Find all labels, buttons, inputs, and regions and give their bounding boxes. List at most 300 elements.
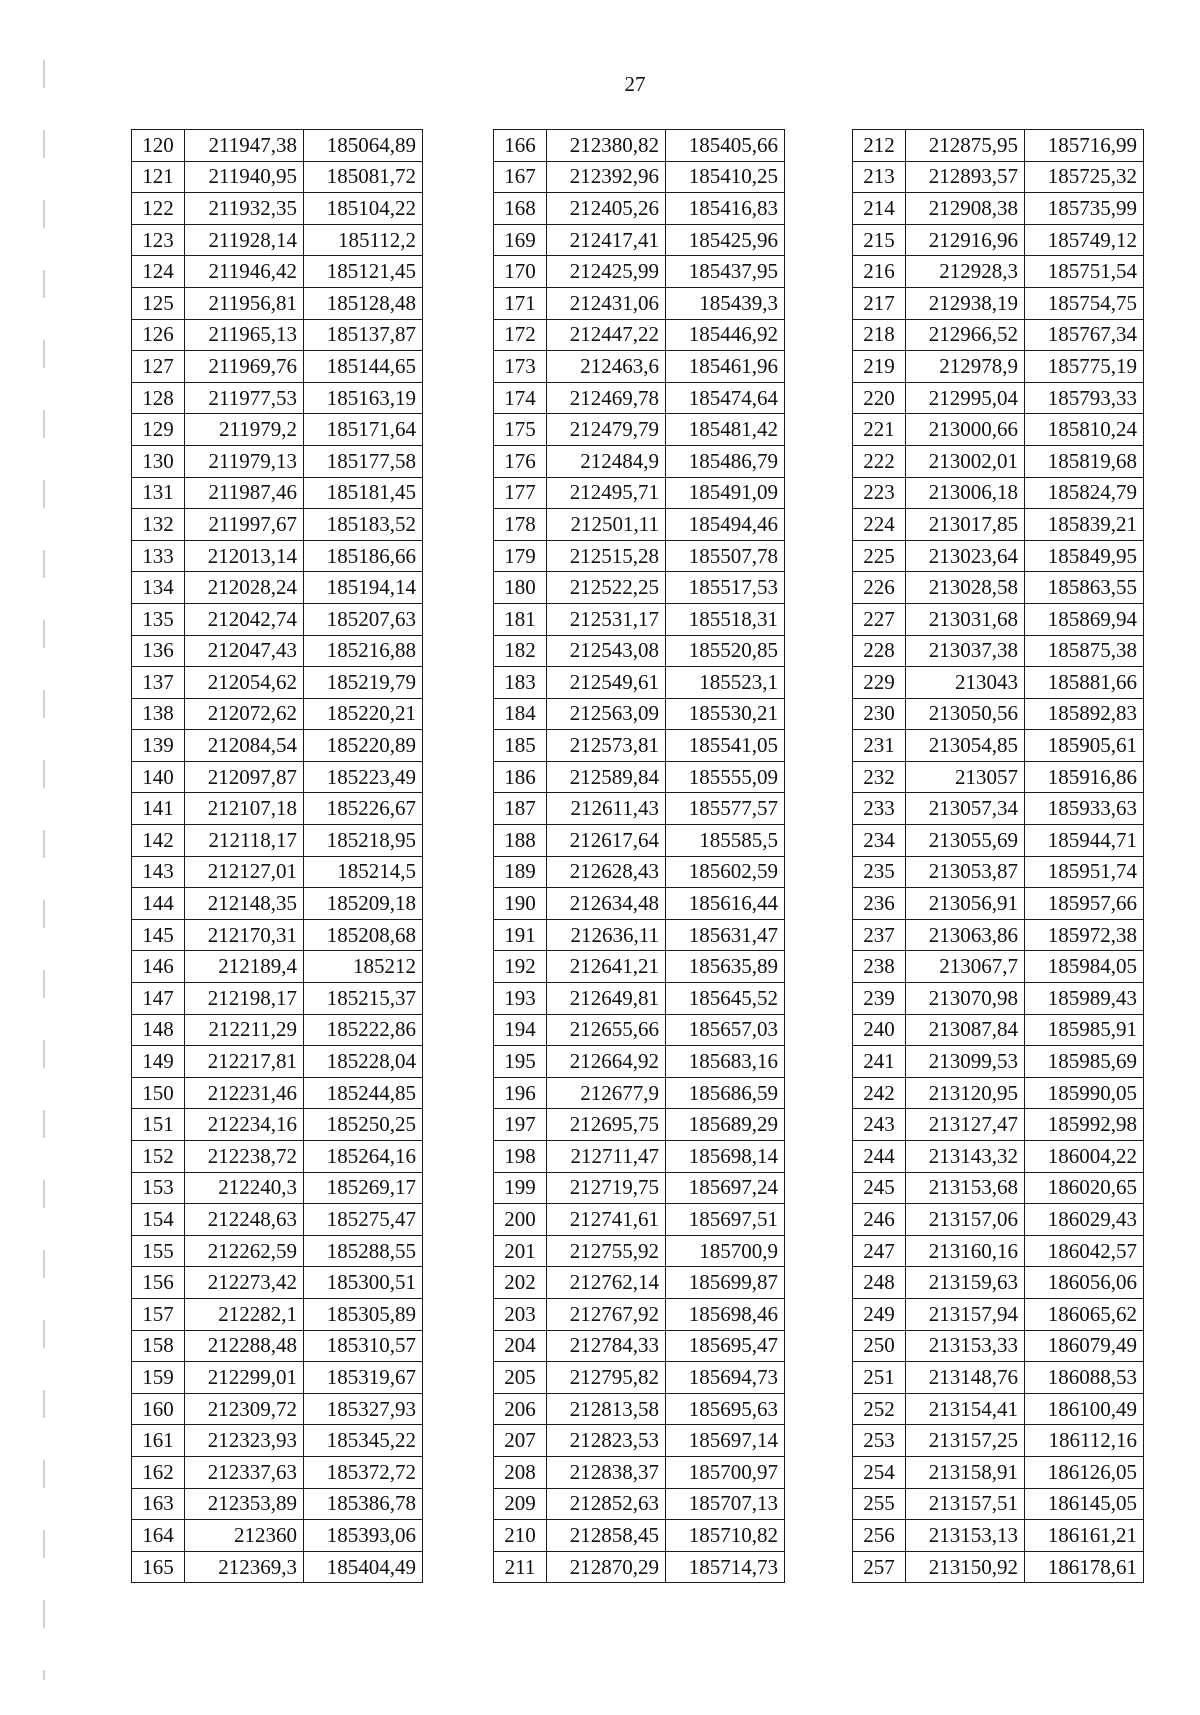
x-coordinate-cell: 212823,53 xyxy=(547,1425,666,1457)
point-number-cell: 176 xyxy=(494,445,547,477)
table-row xyxy=(853,825,1144,857)
point-number-cell: 220 xyxy=(853,382,906,414)
table-row xyxy=(853,1109,1144,1141)
point-number-cell: 228 xyxy=(853,635,906,667)
y-coordinate-cell: 185300,51 xyxy=(304,1267,423,1299)
x-coordinate-cell: 213160,16 xyxy=(906,1235,1025,1267)
point-number-cell: 209 xyxy=(494,1488,547,1520)
x-coordinate-cell: 212127,01 xyxy=(185,856,304,888)
point-number-cell: 151 xyxy=(132,1109,185,1141)
x-coordinate-cell: 212054,62 xyxy=(185,667,304,699)
point-number-cell: 210 xyxy=(494,1520,547,1552)
x-coordinate-cell: 212655,66 xyxy=(547,1014,666,1046)
x-coordinate-cell: 212531,17 xyxy=(547,603,666,635)
table-row xyxy=(853,224,1144,256)
y-coordinate-cell: 185916,86 xyxy=(1025,761,1144,793)
y-coordinate-cell: 185972,38 xyxy=(1025,919,1144,951)
point-number-cell: 242 xyxy=(853,1077,906,1109)
point-number-cell: 142 xyxy=(132,825,185,857)
table-row xyxy=(853,603,1144,635)
x-coordinate-cell: 213053,87 xyxy=(906,856,1025,888)
x-coordinate-cell: 212711,47 xyxy=(547,1141,666,1173)
y-coordinate-cell: 185112,2 xyxy=(304,224,423,256)
point-number-cell: 124 xyxy=(132,256,185,288)
table-row xyxy=(494,1046,785,1078)
table-row xyxy=(494,161,785,193)
point-number-cell: 164 xyxy=(132,1520,185,1552)
point-number-cell: 154 xyxy=(132,1204,185,1236)
y-coordinate-cell: 185345,22 xyxy=(304,1425,423,1457)
table-row xyxy=(132,983,423,1015)
y-coordinate-cell: 185228,04 xyxy=(304,1046,423,1078)
x-coordinate-cell: 212238,72 xyxy=(185,1141,304,1173)
table-row xyxy=(853,1393,1144,1425)
point-number-cell: 163 xyxy=(132,1488,185,1520)
y-coordinate-cell: 185194,14 xyxy=(304,572,423,604)
point-number-cell: 141 xyxy=(132,793,185,825)
x-coordinate-cell: 211946,42 xyxy=(185,256,304,288)
table-row xyxy=(132,445,423,477)
table-row xyxy=(853,667,1144,699)
table-row xyxy=(132,919,423,951)
y-coordinate-cell: 185244,85 xyxy=(304,1077,423,1109)
y-coordinate-cell: 185699,87 xyxy=(666,1267,785,1299)
x-coordinate-cell: 211969,76 xyxy=(185,351,304,383)
table-row xyxy=(132,951,423,983)
x-coordinate-cell: 212916,96 xyxy=(906,224,1025,256)
table-row xyxy=(132,667,423,699)
y-coordinate-cell: 185585,5 xyxy=(666,825,785,857)
table-row xyxy=(853,477,1144,509)
y-coordinate-cell: 185631,47 xyxy=(666,919,785,951)
point-number-cell: 144 xyxy=(132,888,185,920)
table-row xyxy=(132,793,423,825)
table-row xyxy=(853,635,1144,667)
table-row xyxy=(132,1551,423,1583)
point-number-cell: 139 xyxy=(132,730,185,762)
y-coordinate-cell: 185716,99 xyxy=(1025,130,1144,162)
point-number-cell: 243 xyxy=(853,1109,906,1141)
y-coordinate-cell: 185951,74 xyxy=(1025,856,1144,888)
y-coordinate-cell: 185863,55 xyxy=(1025,572,1144,604)
point-number-cell: 181 xyxy=(494,603,547,635)
y-coordinate-cell: 185208,68 xyxy=(304,919,423,951)
x-coordinate-cell: 212189,4 xyxy=(185,951,304,983)
table-row xyxy=(853,319,1144,351)
y-coordinate-cell: 185751,54 xyxy=(1025,256,1144,288)
x-coordinate-cell: 211928,14 xyxy=(185,224,304,256)
table-row xyxy=(853,888,1144,920)
x-coordinate-cell: 212636,11 xyxy=(547,919,666,951)
x-coordinate-cell: 212677,9 xyxy=(547,1077,666,1109)
table-row xyxy=(494,1204,785,1236)
table-row xyxy=(132,287,423,319)
x-coordinate-cell: 211977,53 xyxy=(185,382,304,414)
table-row xyxy=(853,1456,1144,1488)
x-coordinate-cell: 212013,14 xyxy=(185,540,304,572)
point-number-cell: 251 xyxy=(853,1362,906,1394)
y-coordinate-cell: 185700,9 xyxy=(666,1235,785,1267)
x-coordinate-cell: 212966,52 xyxy=(906,319,1025,351)
table-row xyxy=(853,1235,1144,1267)
y-coordinate-cell: 185577,57 xyxy=(666,793,785,825)
y-coordinate-cell: 185104,22 xyxy=(304,193,423,225)
x-coordinate-cell: 212380,82 xyxy=(547,130,666,162)
table-row xyxy=(132,1520,423,1552)
point-number-cell: 224 xyxy=(853,509,906,541)
x-coordinate-cell: 213153,68 xyxy=(906,1172,1025,1204)
point-number-cell: 193 xyxy=(494,983,547,1015)
y-coordinate-cell: 185212 xyxy=(304,951,423,983)
x-coordinate-cell: 213159,63 xyxy=(906,1267,1025,1299)
point-number-cell: 212 xyxy=(853,130,906,162)
x-coordinate-cell: 212563,09 xyxy=(547,698,666,730)
point-number-cell: 214 xyxy=(853,193,906,225)
point-number-cell: 177 xyxy=(494,477,547,509)
point-number-cell: 150 xyxy=(132,1077,185,1109)
table-row xyxy=(132,130,423,162)
x-coordinate-cell: 212634,48 xyxy=(547,888,666,920)
y-coordinate-cell: 185404,49 xyxy=(304,1551,423,1583)
table-row xyxy=(494,1551,785,1583)
x-coordinate-cell: 213157,25 xyxy=(906,1425,1025,1457)
y-coordinate-cell: 185695,47 xyxy=(666,1330,785,1362)
x-coordinate-cell: 212543,08 xyxy=(547,635,666,667)
point-number-cell: 191 xyxy=(494,919,547,951)
table-row xyxy=(494,1172,785,1204)
table-row xyxy=(853,761,1144,793)
y-coordinate-cell: 185405,66 xyxy=(666,130,785,162)
point-number-cell: 166 xyxy=(494,130,547,162)
x-coordinate-cell: 212649,81 xyxy=(547,983,666,1015)
x-coordinate-cell: 211987,46 xyxy=(185,477,304,509)
table-row xyxy=(132,319,423,351)
point-number-cell: 170 xyxy=(494,256,547,288)
point-number-cell: 198 xyxy=(494,1141,547,1173)
x-coordinate-cell: 212870,29 xyxy=(547,1551,666,1583)
point-number-cell: 135 xyxy=(132,603,185,635)
table-row xyxy=(132,1488,423,1520)
point-number-cell: 153 xyxy=(132,1172,185,1204)
x-coordinate-cell: 212072,62 xyxy=(185,698,304,730)
point-number-cell: 145 xyxy=(132,919,185,951)
x-coordinate-cell: 212240,3 xyxy=(185,1172,304,1204)
y-coordinate-cell: 185700,97 xyxy=(666,1456,785,1488)
table-row xyxy=(494,540,785,572)
point-number-cell: 159 xyxy=(132,1362,185,1394)
x-coordinate-cell: 212938,19 xyxy=(906,287,1025,319)
point-number-cell: 207 xyxy=(494,1425,547,1457)
table-row xyxy=(494,603,785,635)
table-row xyxy=(494,1393,785,1425)
point-number-cell: 186 xyxy=(494,761,547,793)
x-coordinate-cell: 211979,2 xyxy=(185,414,304,446)
point-number-cell: 160 xyxy=(132,1393,185,1425)
y-coordinate-cell: 185810,24 xyxy=(1025,414,1144,446)
x-coordinate-cell: 212148,35 xyxy=(185,888,304,920)
x-coordinate-cell: 212248,63 xyxy=(185,1204,304,1236)
table-row xyxy=(853,1298,1144,1330)
x-coordinate-cell: 212628,43 xyxy=(547,856,666,888)
point-number-cell: 204 xyxy=(494,1330,547,1362)
point-number-cell: 157 xyxy=(132,1298,185,1330)
table-row xyxy=(132,1141,423,1173)
y-coordinate-cell: 185219,79 xyxy=(304,667,423,699)
point-number-cell: 247 xyxy=(853,1235,906,1267)
x-coordinate-cell: 212425,99 xyxy=(547,256,666,288)
table-row xyxy=(494,224,785,256)
point-number-cell: 197 xyxy=(494,1109,547,1141)
point-number-cell: 192 xyxy=(494,951,547,983)
y-coordinate-cell: 185216,88 xyxy=(304,635,423,667)
x-coordinate-cell: 212641,21 xyxy=(547,951,666,983)
y-coordinate-cell: 186126,05 xyxy=(1025,1456,1144,1488)
y-coordinate-cell: 185985,91 xyxy=(1025,1014,1144,1046)
y-coordinate-cell: 185767,34 xyxy=(1025,319,1144,351)
y-coordinate-cell: 185220,21 xyxy=(304,698,423,730)
y-coordinate-cell: 185386,78 xyxy=(304,1488,423,1520)
y-coordinate-cell: 185697,51 xyxy=(666,1204,785,1236)
scan-margin-marks xyxy=(43,60,45,1680)
x-coordinate-cell: 212501,11 xyxy=(547,509,666,541)
table-row xyxy=(494,888,785,920)
y-coordinate-cell: 185869,94 xyxy=(1025,603,1144,635)
y-coordinate-cell: 185446,92 xyxy=(666,319,785,351)
table-row xyxy=(132,161,423,193)
y-coordinate-cell: 186029,43 xyxy=(1025,1204,1144,1236)
x-coordinate-cell: 212198,17 xyxy=(185,983,304,1015)
table-row xyxy=(853,1172,1144,1204)
point-number-cell: 127 xyxy=(132,351,185,383)
y-coordinate-cell: 185892,83 xyxy=(1025,698,1144,730)
x-coordinate-cell: 212784,33 xyxy=(547,1330,666,1362)
y-coordinate-cell: 185714,73 xyxy=(666,1551,785,1583)
point-number-cell: 184 xyxy=(494,698,547,730)
table-row xyxy=(494,1456,785,1488)
y-coordinate-cell: 185695,63 xyxy=(666,1393,785,1425)
point-number-cell: 217 xyxy=(853,287,906,319)
x-coordinate-cell: 212217,81 xyxy=(185,1046,304,1078)
x-coordinate-cell: 212908,38 xyxy=(906,193,1025,225)
point-number-cell: 132 xyxy=(132,509,185,541)
point-number-cell: 122 xyxy=(132,193,185,225)
x-coordinate-cell: 213099,53 xyxy=(906,1046,1025,1078)
y-coordinate-cell: 185507,78 xyxy=(666,540,785,572)
x-coordinate-cell: 212928,3 xyxy=(906,256,1025,288)
table-row xyxy=(132,193,423,225)
x-coordinate-cell: 212469,78 xyxy=(547,382,666,414)
point-number-cell: 140 xyxy=(132,761,185,793)
table-row xyxy=(494,1330,785,1362)
y-coordinate-cell: 185819,68 xyxy=(1025,445,1144,477)
table-row xyxy=(132,224,423,256)
table-row xyxy=(494,351,785,383)
x-coordinate-cell: 212211,29 xyxy=(185,1014,304,1046)
x-coordinate-cell: 213054,85 xyxy=(906,730,1025,762)
y-coordinate-cell: 185207,63 xyxy=(304,603,423,635)
point-number-cell: 189 xyxy=(494,856,547,888)
point-number-cell: 208 xyxy=(494,1456,547,1488)
point-number-cell: 235 xyxy=(853,856,906,888)
point-number-cell: 179 xyxy=(494,540,547,572)
table-row xyxy=(853,193,1144,225)
y-coordinate-cell: 185461,96 xyxy=(666,351,785,383)
table-row xyxy=(853,540,1144,572)
x-coordinate-cell: 213006,18 xyxy=(906,477,1025,509)
table-row xyxy=(853,1330,1144,1362)
table-row xyxy=(494,919,785,951)
x-coordinate-cell: 213031,68 xyxy=(906,603,1025,635)
x-coordinate-cell: 212522,25 xyxy=(547,572,666,604)
table-row xyxy=(132,1204,423,1236)
table-row xyxy=(132,1298,423,1330)
table-row xyxy=(494,856,785,888)
x-coordinate-cell: 212118,17 xyxy=(185,825,304,857)
table-row xyxy=(853,572,1144,604)
y-coordinate-cell: 185725,32 xyxy=(1025,161,1144,193)
table-row xyxy=(494,1077,785,1109)
x-coordinate-cell: 212589,84 xyxy=(547,761,666,793)
table-row xyxy=(132,1456,423,1488)
table-row xyxy=(853,919,1144,951)
table-row xyxy=(494,793,785,825)
x-coordinate-cell: 212309,72 xyxy=(185,1393,304,1425)
table-row xyxy=(494,698,785,730)
table-row xyxy=(132,382,423,414)
table-row xyxy=(853,161,1144,193)
x-coordinate-cell: 212741,61 xyxy=(547,1204,666,1236)
point-number-cell: 239 xyxy=(853,983,906,1015)
table-row xyxy=(132,698,423,730)
x-coordinate-cell: 213050,56 xyxy=(906,698,1025,730)
y-coordinate-cell: 185494,46 xyxy=(666,509,785,541)
point-number-cell: 216 xyxy=(853,256,906,288)
point-number-cell: 188 xyxy=(494,825,547,857)
x-coordinate-cell: 213028,58 xyxy=(906,572,1025,604)
x-coordinate-cell: 212611,43 xyxy=(547,793,666,825)
y-coordinate-cell: 185218,95 xyxy=(304,825,423,857)
point-number-cell: 222 xyxy=(853,445,906,477)
x-coordinate-cell: 213153,13 xyxy=(906,1520,1025,1552)
y-coordinate-cell: 185064,89 xyxy=(304,130,423,162)
table-row xyxy=(132,256,423,288)
point-number-cell: 213 xyxy=(853,161,906,193)
table-row xyxy=(494,1425,785,1457)
x-coordinate-cell: 212573,81 xyxy=(547,730,666,762)
y-coordinate-cell: 185144,65 xyxy=(304,351,423,383)
table-row xyxy=(853,445,1144,477)
x-coordinate-cell: 212234,16 xyxy=(185,1109,304,1141)
table-row xyxy=(494,256,785,288)
point-number-cell: 175 xyxy=(494,414,547,446)
y-coordinate-cell: 185602,59 xyxy=(666,856,785,888)
y-coordinate-cell: 186161,21 xyxy=(1025,1520,1144,1552)
point-number-cell: 120 xyxy=(132,130,185,162)
y-coordinate-cell: 185849,95 xyxy=(1025,540,1144,572)
table-row xyxy=(132,856,423,888)
y-coordinate-cell: 185214,5 xyxy=(304,856,423,888)
point-number-cell: 161 xyxy=(132,1425,185,1457)
y-coordinate-cell: 185437,95 xyxy=(666,256,785,288)
table-row xyxy=(494,287,785,319)
point-number-cell: 250 xyxy=(853,1330,906,1362)
table-row xyxy=(494,983,785,1015)
point-number-cell: 149 xyxy=(132,1046,185,1078)
y-coordinate-cell: 185171,64 xyxy=(304,414,423,446)
table-row xyxy=(853,509,1144,541)
y-coordinate-cell: 185541,05 xyxy=(666,730,785,762)
point-number-cell: 200 xyxy=(494,1204,547,1236)
table-row xyxy=(853,1077,1144,1109)
y-coordinate-cell: 185530,21 xyxy=(666,698,785,730)
table-row xyxy=(853,1551,1144,1583)
table-row xyxy=(853,1141,1144,1173)
x-coordinate-cell: 212875,95 xyxy=(906,130,1025,162)
point-number-cell: 244 xyxy=(853,1141,906,1173)
y-coordinate-cell: 185875,38 xyxy=(1025,635,1144,667)
point-number-cell: 232 xyxy=(853,761,906,793)
table-row xyxy=(494,1141,785,1173)
table-row xyxy=(853,1046,1144,1078)
point-number-cell: 172 xyxy=(494,319,547,351)
x-coordinate-cell: 212762,14 xyxy=(547,1267,666,1299)
table-row xyxy=(494,1298,785,1330)
point-number-cell: 156 xyxy=(132,1267,185,1299)
x-coordinate-cell: 212028,24 xyxy=(185,572,304,604)
table-row xyxy=(853,351,1144,383)
y-coordinate-cell: 185518,31 xyxy=(666,603,785,635)
y-coordinate-cell: 185749,12 xyxy=(1025,224,1144,256)
y-coordinate-cell: 186088,53 xyxy=(1025,1362,1144,1394)
y-coordinate-cell: 185128,48 xyxy=(304,287,423,319)
point-number-cell: 121 xyxy=(132,161,185,193)
point-number-cell: 194 xyxy=(494,1014,547,1046)
point-number-cell: 233 xyxy=(853,793,906,825)
point-number-cell: 158 xyxy=(132,1330,185,1362)
table-row xyxy=(132,1172,423,1204)
point-number-cell: 185 xyxy=(494,730,547,762)
y-coordinate-cell: 186100,49 xyxy=(1025,1393,1144,1425)
table-row xyxy=(494,667,785,699)
y-coordinate-cell: 185223,49 xyxy=(304,761,423,793)
point-number-cell: 225 xyxy=(853,540,906,572)
x-coordinate-cell: 212767,92 xyxy=(547,1298,666,1330)
x-coordinate-cell: 212755,92 xyxy=(547,1235,666,1267)
table-row xyxy=(853,382,1144,414)
point-number-cell: 256 xyxy=(853,1520,906,1552)
x-coordinate-cell: 213067,7 xyxy=(906,951,1025,983)
table-row xyxy=(132,414,423,446)
x-coordinate-cell: 213043 xyxy=(906,667,1025,699)
x-coordinate-cell: 212719,75 xyxy=(547,1172,666,1204)
point-number-cell: 255 xyxy=(853,1488,906,1520)
point-number-cell: 227 xyxy=(853,603,906,635)
point-number-cell: 152 xyxy=(132,1141,185,1173)
y-coordinate-cell: 185288,55 xyxy=(304,1235,423,1267)
table-row xyxy=(132,1077,423,1109)
table-row xyxy=(853,414,1144,446)
point-number-cell: 146 xyxy=(132,951,185,983)
y-coordinate-cell: 185209,18 xyxy=(304,888,423,920)
table-row xyxy=(853,856,1144,888)
table-row xyxy=(132,572,423,604)
table-row xyxy=(494,1520,785,1552)
point-number-cell: 226 xyxy=(853,572,906,604)
x-coordinate-cell: 212273,42 xyxy=(185,1267,304,1299)
point-number-cell: 246 xyxy=(853,1204,906,1236)
table-row xyxy=(132,635,423,667)
y-coordinate-cell: 185694,73 xyxy=(666,1362,785,1394)
